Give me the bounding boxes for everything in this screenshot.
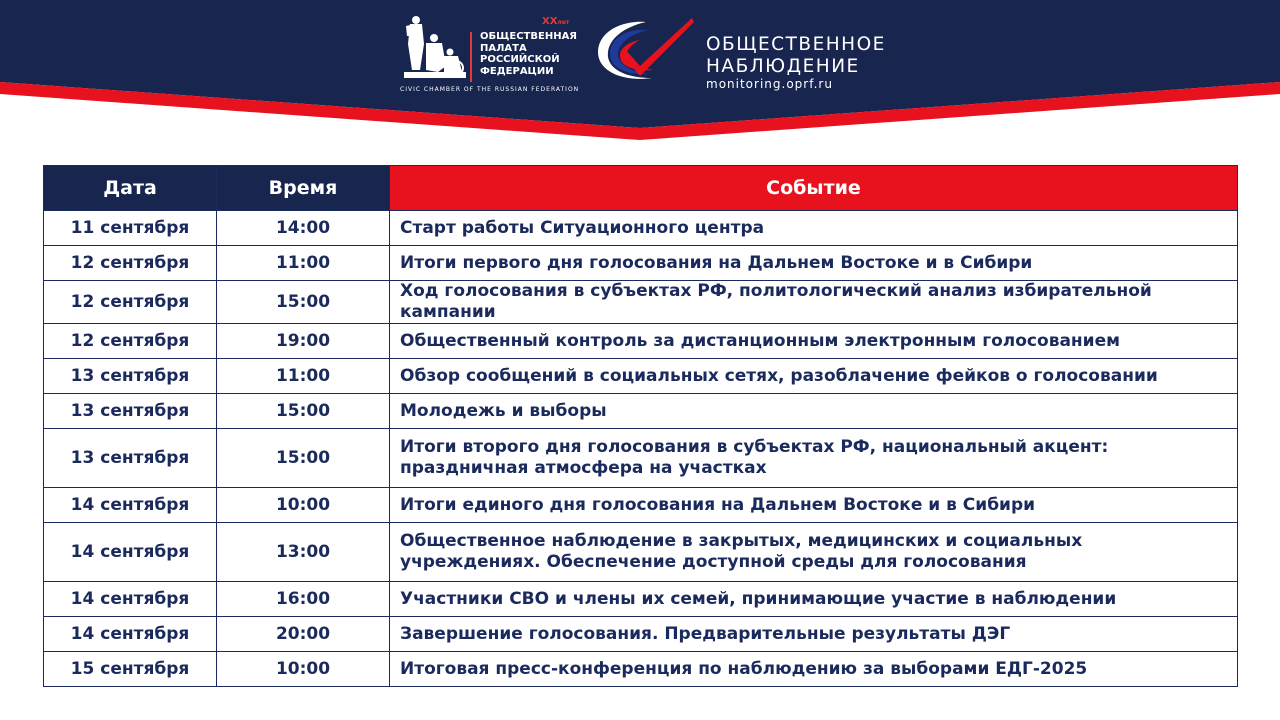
row-event: Итоговая пресс-конференция по наблюдению за выборами ЕДГ-2025 [390, 652, 1238, 687]
row-event: Обзор сообщений в социальных сетях, разоблачение фейков о голосовании [390, 359, 1238, 394]
table-row [44, 281, 1238, 324]
chamber-name-line: РОССИЙСКОЙ [480, 54, 560, 65]
monitoring-title-line: ОБЩЕСТВЕННОЕ [706, 34, 886, 55]
row-event: Итоги единого дня голосования на Дальнем Востоке и в Сибири [390, 488, 1238, 523]
row-date: 14 сентября [44, 617, 217, 652]
event-schedule-table [43, 165, 1238, 687]
row-time: 15:00 [217, 429, 390, 488]
row-event: Ход голосования в субъектах РФ, политологический анализ избирательной кампании [390, 281, 1238, 324]
row-event: Общественное наблюдение в закрытых, медицинских и социальных учреждениях. Обеспечение доступной среды для голосования [390, 523, 1238, 582]
anniversary-badge: XXлет [542, 16, 570, 27]
row-date: 13 сентября [44, 394, 217, 429]
row-date: 14 сентября [44, 523, 217, 582]
table-row [44, 429, 1238, 488]
row-date: 12 сентября [44, 281, 217, 324]
table-row [44, 582, 1238, 617]
row-date: 11 сентября [44, 211, 217, 246]
header-banner [0, 0, 1280, 145]
row-time: 13:00 [217, 523, 390, 582]
monitoring-title-line: НАБЛЮДЕНИЕ [706, 56, 860, 77]
table-row [44, 394, 1238, 429]
column-header-event: Событие [390, 166, 1238, 211]
civic-chamber-logo [400, 14, 584, 94]
table-row [44, 617, 1238, 652]
row-time: 15:00 [217, 281, 390, 324]
row-time: 20:00 [217, 617, 390, 652]
table-header-row [44, 166, 1238, 211]
column-header-date: Дата [44, 166, 217, 211]
table-row [44, 324, 1238, 359]
logo-divider [470, 32, 472, 82]
row-event: Старт работы Ситуационного центра [390, 211, 1238, 246]
row-time: 15:00 [217, 394, 390, 429]
row-date: 13 сентября [44, 429, 217, 488]
row-time: 11:00 [217, 246, 390, 281]
row-time: 11:00 [217, 359, 390, 394]
row-date: 13 сентября [44, 359, 217, 394]
table-row [44, 246, 1238, 281]
civic-monitoring-logo [594, 14, 894, 94]
chamber-english-name: CIVIC CHAMBER OF THE RUSSIAN FEDERATION [400, 86, 580, 93]
table-row [44, 359, 1238, 394]
chamber-name-line: ПАЛАТА [480, 42, 527, 54]
row-date: 15 сентября [44, 652, 217, 687]
row-date: 12 сентября [44, 246, 217, 281]
table-row [44, 523, 1238, 582]
row-event: Молодежь и выборы [390, 394, 1238, 429]
row-date: 14 сентября [44, 582, 217, 617]
checkmark-logo-icon [594, 14, 698, 86]
row-event: Итоги второго дня голосования в субъектах РФ, национальный акцент: праздничная атмосфера на участках [390, 429, 1238, 488]
row-time: 19:00 [217, 324, 390, 359]
table-row [44, 211, 1238, 246]
row-time: 10:00 [217, 488, 390, 523]
monitoring-url: monitoring.oprf.ru [706, 77, 833, 91]
row-time: 16:00 [217, 582, 390, 617]
row-event: Завершение голосования. Предварительные результаты ДЭГ [390, 617, 1238, 652]
chamber-name-line: ОБЩЕСТВЕННАЯ [480, 31, 578, 42]
chamber-name [480, 31, 577, 77]
row-time: 14:00 [217, 211, 390, 246]
row-event: Итоги первого дня голосования на Дальнем Востоке и в Сибири [390, 246, 1238, 281]
row-time: 10:00 [217, 652, 390, 687]
table-row [44, 652, 1238, 687]
row-date: 14 сентября [44, 488, 217, 523]
row-event: Общественный контроль за дистанционным электронным голосованием [390, 324, 1238, 359]
monument-icon [404, 14, 466, 80]
column-header-time: Время [217, 166, 390, 211]
monitoring-title [706, 34, 886, 78]
table-row [44, 488, 1238, 523]
row-date: 12 сентября [44, 324, 217, 359]
row-event: Участники СВО и члены их семей, принимающие участие в наблюдении [390, 582, 1238, 617]
chamber-name-line: ФЕДЕРАЦИИ [480, 65, 554, 77]
